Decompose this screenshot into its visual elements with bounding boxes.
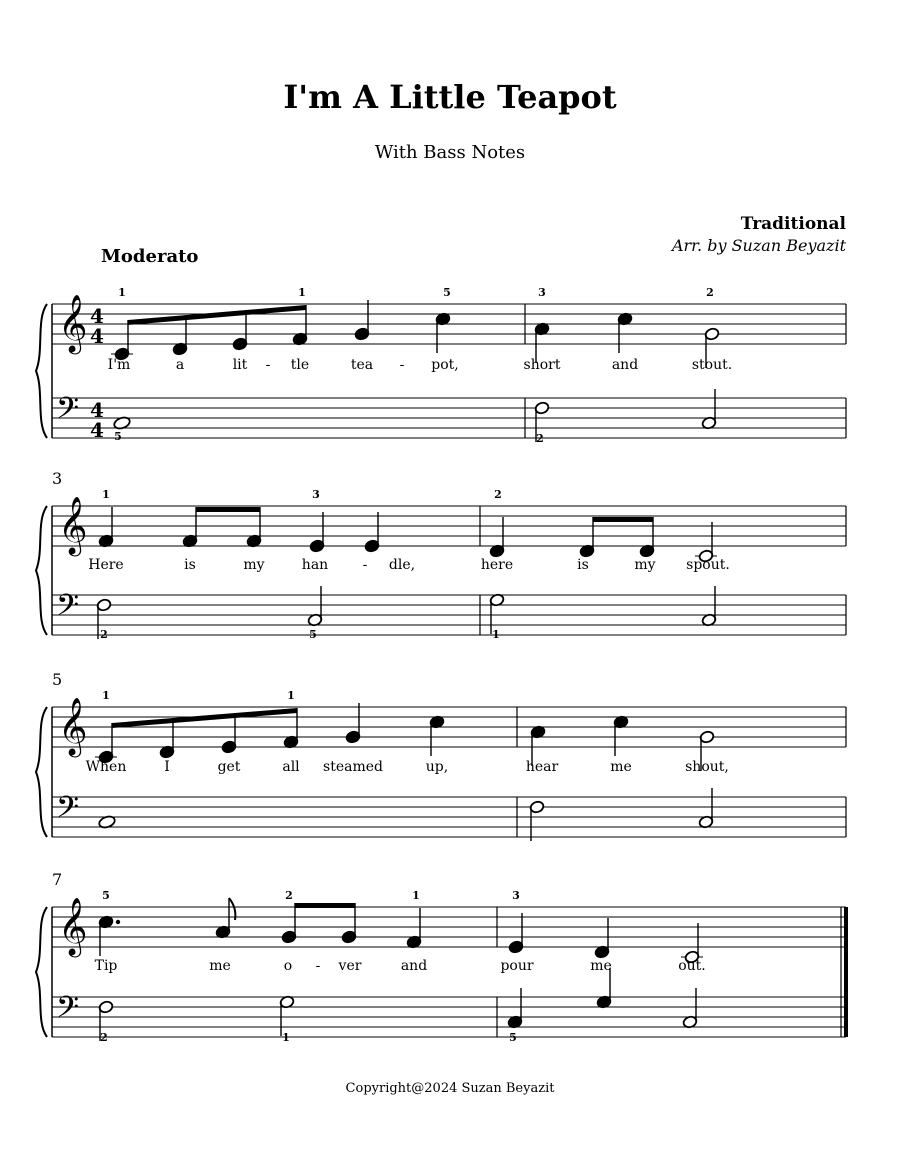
bass-clef-icon: 𝄢 [56,589,80,630]
brace [36,907,47,1037]
bass-clef-icon: 𝄢 [56,392,80,433]
beam [196,507,260,512]
fingering: 1 [102,689,110,702]
beam [593,517,653,522]
score-title: I'm A Little Teapot [283,78,617,116]
treble-clef-icon: 𝄞 [58,294,88,352]
treble-clef-icon: 𝄞 [58,697,88,755]
lyric: me [590,958,612,974]
lyric: up, [425,759,449,775]
time-sig-bottom: 4 [90,418,104,442]
treble-clef-icon: 𝄞 [58,496,88,554]
beam [295,903,355,908]
lyric: hear [525,759,559,775]
lyric: tle [290,357,310,373]
fingering: 1 [492,628,500,641]
lyric: is [184,557,196,573]
fingering: 1 [298,286,306,299]
fingering: 1 [282,1031,290,1044]
lyric: pour [500,958,534,974]
lyric: my [634,557,656,573]
lyric: get [217,759,241,775]
lyric: a [175,357,185,373]
lyric: short [523,357,561,373]
fingering: 3 [312,488,320,501]
beam [112,708,297,728]
lyric: and [400,958,428,974]
lyric: Tip [94,958,118,974]
brace [36,707,47,837]
dot [116,920,120,924]
lyric: I'm [107,357,131,373]
composer: Traditional [740,214,846,234]
lyric: dle, [388,557,416,573]
tempo-marking: Moderato [101,246,199,267]
fingering: 2 [706,286,714,299]
measure-number: 5 [52,670,63,689]
lyric: out. [678,958,706,974]
lyric: - [399,357,405,373]
fingering: 2 [100,1031,108,1044]
lyric: han [301,557,329,573]
lyric: all [282,759,300,775]
score-subtitle: With Bass Notes [374,142,526,163]
lyric: pot, [431,357,459,373]
brace [36,506,47,635]
lyric: - [315,958,321,974]
fingering: 5 [443,286,451,299]
time-sig-top: 4 [90,398,104,422]
lyric: spout. [686,557,730,573]
fingering: 2 [536,432,544,445]
lyric: When [85,759,127,775]
lyric: I [164,759,170,775]
fingering: 2 [100,628,108,641]
fingering: 5 [114,430,122,443]
treble-clef-icon: 𝄞 [58,897,88,955]
bass-clef-icon: 𝄢 [56,991,80,1032]
lyric: me [610,759,632,775]
fingering: 1 [287,689,295,702]
bass-clef-icon: 𝄢 [56,791,80,832]
arranger: Arr. by Suzan Beyazit [671,236,846,255]
fingering: 3 [538,286,546,299]
lyric: - [362,557,368,573]
time-sig-bottom: 4 [90,324,104,348]
brace [36,304,47,438]
lyric: shout, [685,759,729,775]
time-sig-top: 4 [90,304,104,328]
lyric: my [243,557,265,573]
lyric: steamed [323,759,383,775]
fingering: 2 [285,889,293,902]
lyric: lit [232,357,248,373]
lyric: and [611,357,639,373]
fingering: 5 [102,889,110,902]
lyric: ver [338,958,362,974]
fingering: 1 [412,889,420,902]
measure-number: 3 [52,469,63,488]
fingering: 3 [512,889,520,902]
fingering: 1 [102,488,110,501]
lyric: stout. [691,357,733,373]
lyric: is [577,557,589,573]
lyric: here [480,557,514,573]
fingering: 5 [509,1031,517,1044]
beam [128,305,306,325]
fingering: 5 [309,628,317,641]
lyric: - [265,357,271,373]
fingering: 2 [494,488,502,501]
lyric: o [283,958,293,974]
fingering: 1 [118,286,126,299]
lyric: tea [350,357,374,373]
lyric: me [209,958,231,974]
copyright: Copyright@2024 Suzan Beyazit [345,1081,555,1096]
lyric: Here [88,557,124,573]
measure-number: 7 [52,870,63,889]
